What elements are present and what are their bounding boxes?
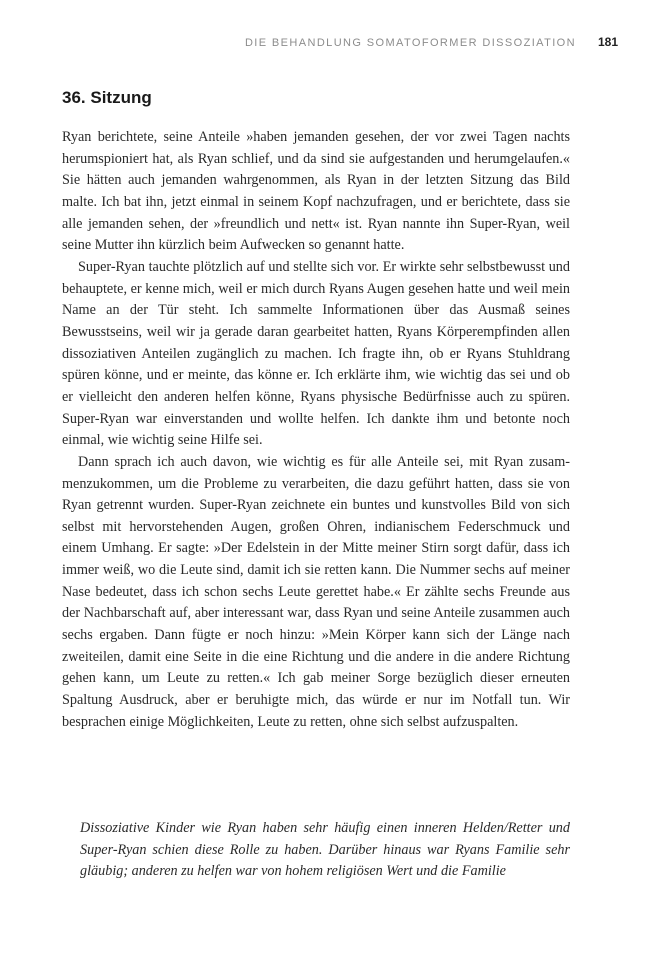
section-heading: 36. Sitzung — [62, 88, 152, 107]
body-text — [62, 127, 570, 733]
page-number: 181 — [597, 35, 618, 49]
italic-commentary: Dissoziative Kinder wie Ryan haben sehr häufig einen inneren Helden/Retter und Super-Ryan schien diese Rolle zu haben. Darüber hinaus war Ryans Familie sehr gläubig; anderen zu helfen war von hohem religiösen Wert und die Familie — [80, 820, 570, 880]
running-head — [62, 35, 618, 49]
paragraph-1: Ryan berichtete, seine Anteile »haben jemanden gesehen, der vor zwei Tagen nachts herumspioniert hat, als Ryan schlief, und da sind sie aufgestanden und herumgelaufen.« Sie hätten auch jemanden wahrgenommen, als Ryan in der letzten Sitzung das Bild malte. Ich bat ihn, jetzt einmal in seinem Kopf nachzufragen, und er berichtete, dass sie alle jemanden sehen, der »freundlich und nett« ist. Ryan nannte ihn Super-Ryan, weil seine Mutter ihn kürzlich beim Aufwecken so genannt hatte. — [62, 129, 570, 254]
paragraph-3: Dann sprach ich auch davon, wie wichtig es für alle Anteile sei, mit Ryan zusammenzukommen, um die Probleme zu verarbeiten, die dazu geführt hatten, dass sie von Ryan getrennt wurden. Super-Ryan zeichnete ein buntes und kunstvolles Bild von sich selbst mit hervorstehenden Augen, großen Ohren, indianischem Federschmuck und einem Umhang. Er sagte: »Der Edelstein in der Mitte meiner Stirn sorgt dafür, dass ich immer weiß, wo die Leute sind, damit ich sie retten kann. Die Nummer sechs auf meiner Nase bedeutet, dass ich schon sechs Leute gerettet habe.« Er zählte sechs Freunde aus der Nachbarschaft auf, aber interessant war, dass Ryan und seine Anteile zusammen auch sechs ergaben. Dann fügte er noch hinzu: »Mein Körper kann sich der Länge nach zweiteilen, damit eine Seite in die eine Richtung und die andere in die andere Richtung gehen kann, um Leute zu retten.« Ich gab meiner Sorge bezüglich dieser erneuten Spaltung Ausdruck, aber er beruhigte mich, das würde er nur im Notfall tun. Wir besprachen einige Möglichkeiten, Leute zu retten, ohne sich selbst aufzuspalten. — [62, 453, 570, 730]
running-head-title: DIE BEHANDLUNG SOMATOFORMER DISSOZIATION — [244, 37, 576, 49]
paragraph-2: Super-Ryan tauchte plötzlich auf und stellte sich vor. Er wirkte sehr selbstbewusst und behauptete, er kenne mich, weil er mich durch Ryans Augen gesehen hatte und weil mein Name an der Tür steht. Ich sammelte Informationen über das Ausmaß seines Bewusstseins, weil wir ja gerade daran gearbeitet hatten, Ryans Körperempfinden allen dissoziativen Anteilen zugänglich zu machen. Ich fragte ihn, ob er Ryans Stuhldrang spüren könne, und er meinte, das könne er. Ich erklärte ihm, wie wichtig das sei und ob er vielleicht den anderen helfen könne, Ryans physische Bedürfnisse auch zu spüren. Super-Ryan war einverstanden und wollte helfen. Ich dankte ihm und betonte noch einmal, wie wichtig seine Hilfe sei. — [62, 258, 570, 449]
